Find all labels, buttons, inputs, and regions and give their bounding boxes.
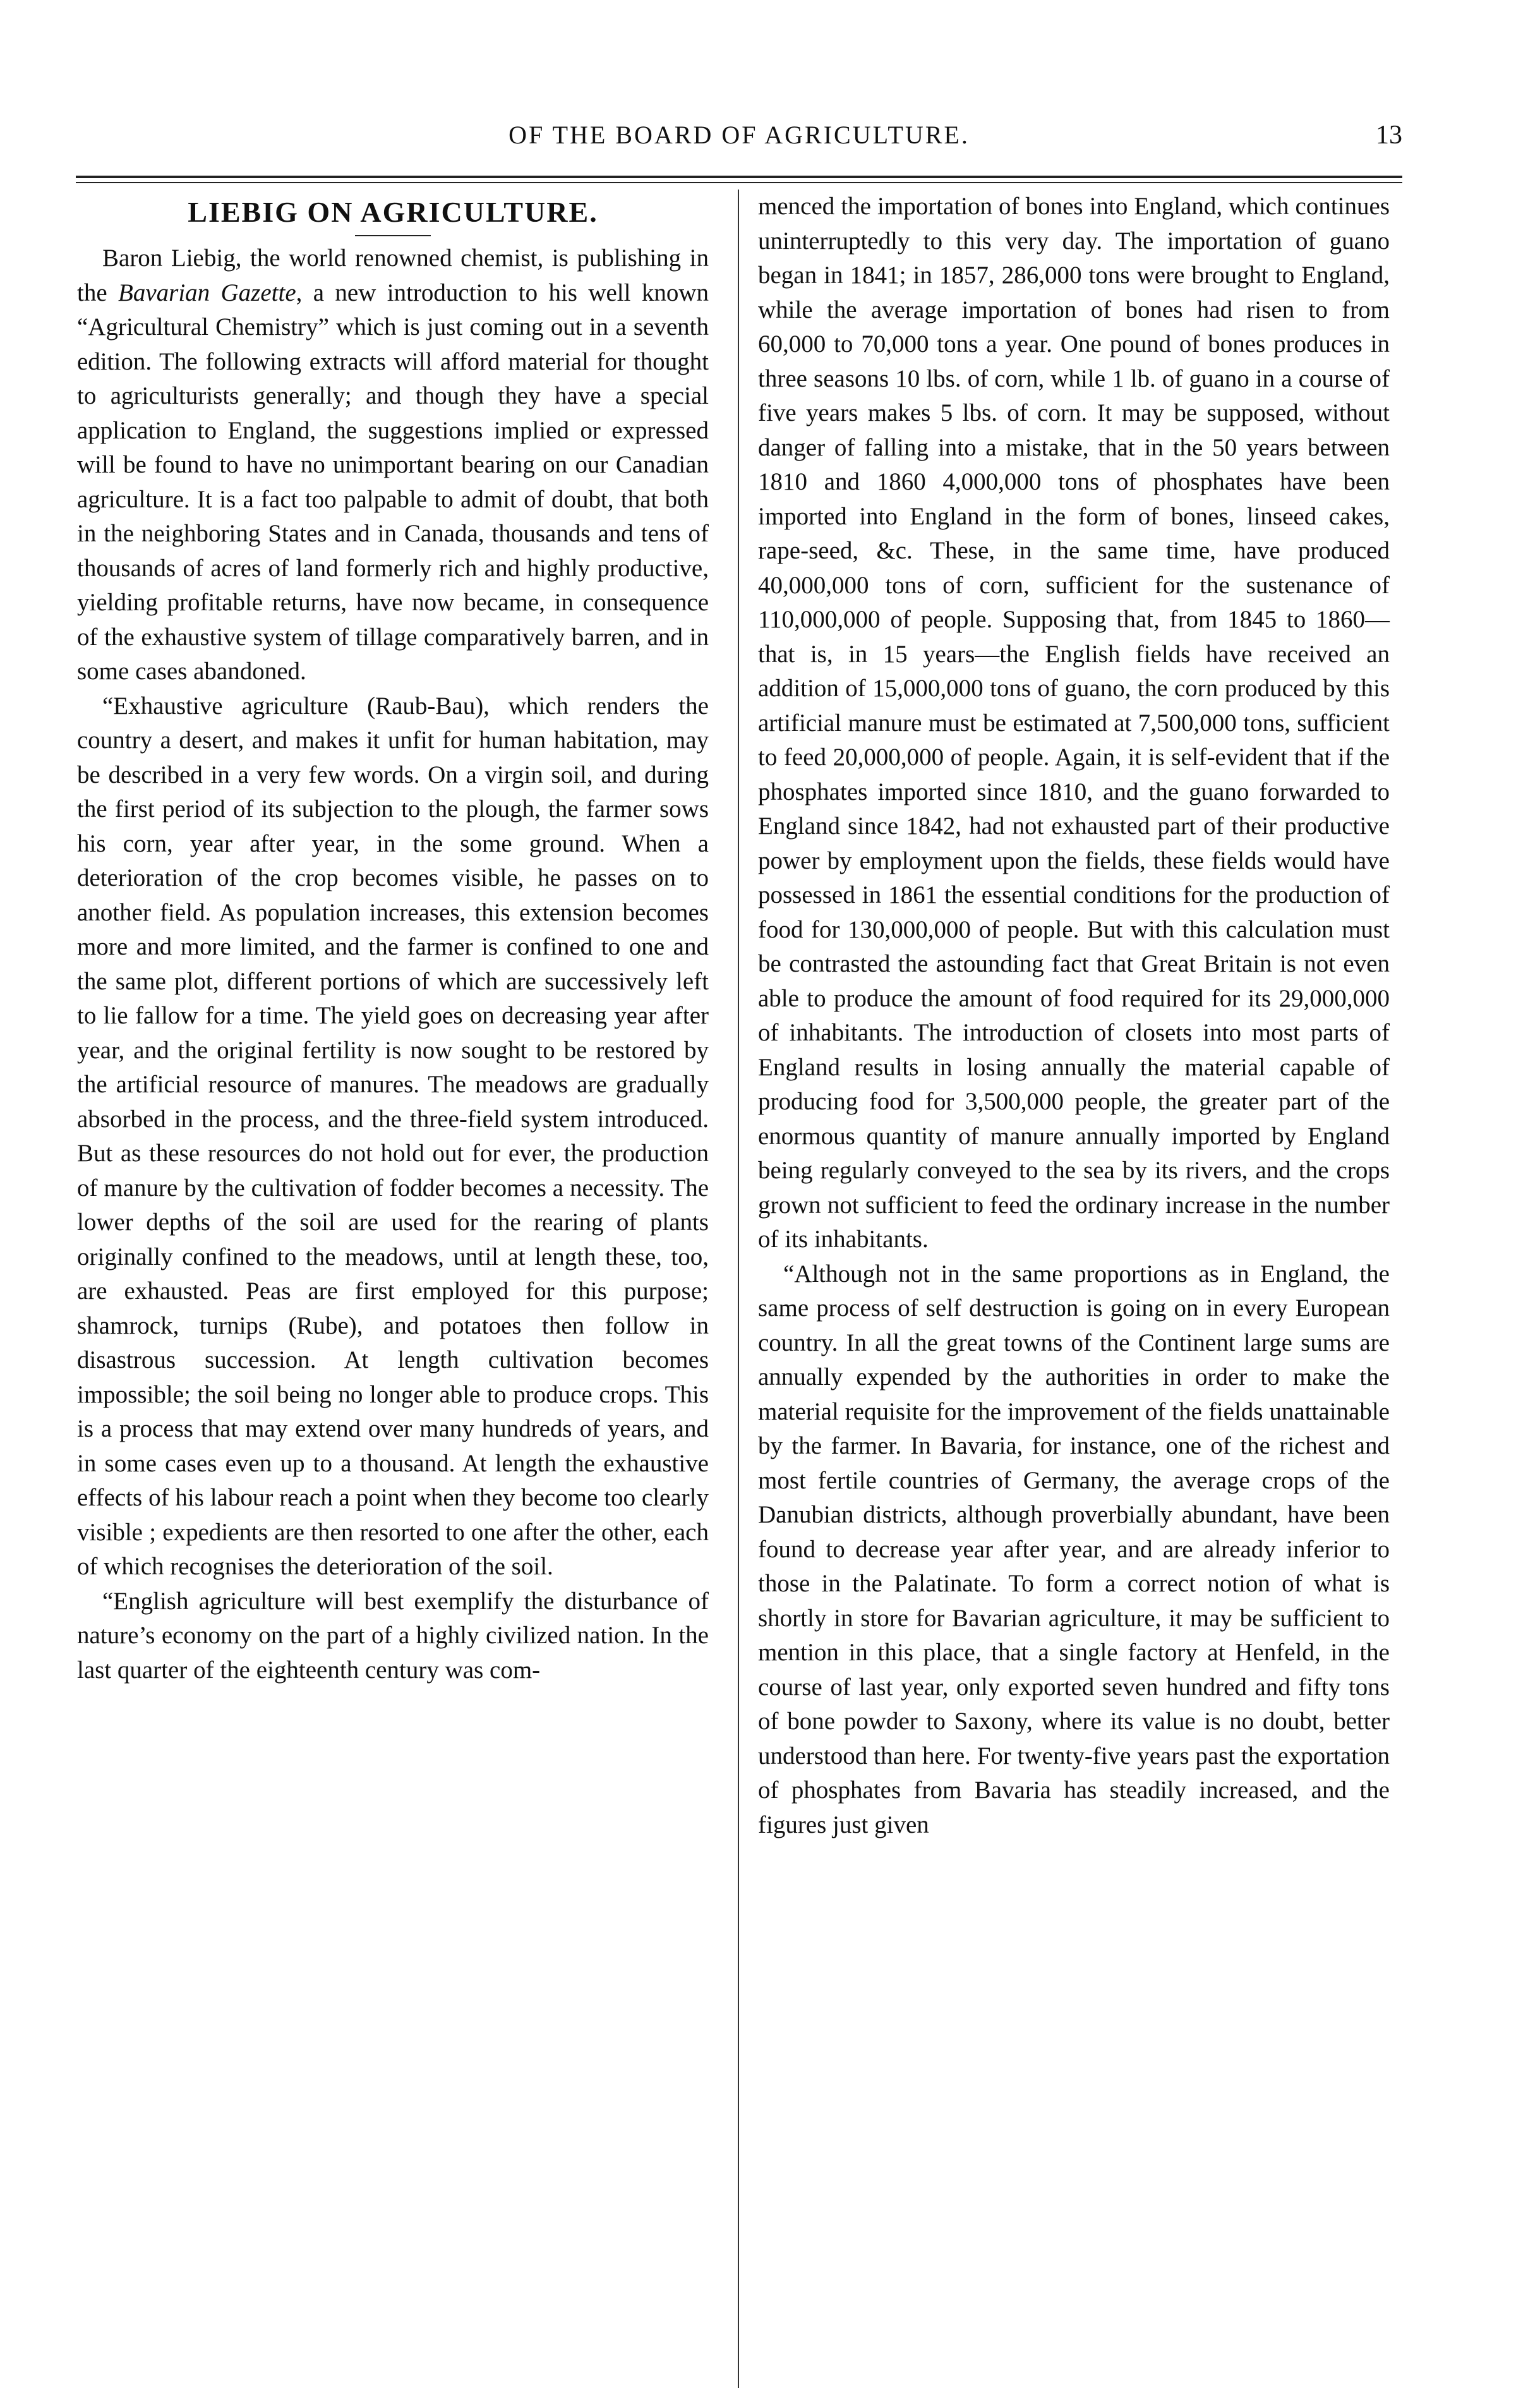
header-rule-thin [76,182,1402,183]
paragraph-text: , a new introduction to his well known “Agricultural Chemistry” which is just coming out in a seventh edition. The following extracts will afford material for thought to agriculturists generally; and though they have a special application to England, the suggestions implied or expressed will be found to have no unimportant bearing on our Canadian agriculture. It is a fact too palpable to admit of doubt, that both in the neighboring States and in Canada, thousands and tens of thousands of acres of land formerly rich and highly productive, yielding profitable returns, have now became, in consequence of the exhaustive system of tillage comparatively barren, and in some cases abandoned. [77,279,709,685]
title-rule [355,235,431,236]
page-number: 13 [1376,121,1402,150]
publication-name: Bavarian Gazette [118,279,296,306]
paragraph-text: Baron Liebig, the world renowned chemist, is publishing in the [77,244,709,306]
right-column [758,190,1390,1842]
paragraph: menced the importation of bones into England, which continues uninterruptedly to this very day. The importation of guano began in 1841; in 1857, 286,000 tons were brought to England, while the average importation of bones had risen to from 60,000 to 70,000 tons a year. One pound of bones produces in three seasons 10 lbs. of corn, while 1 lb. of guano in a course of five years makes 5 lbs. of corn. It may be supposed, without danger of falling into a mistake, that in the 50 years between 1810 and 1860 4,000,000 tons of phosphates have been imported into England in the form of bones, linseed cakes, rape-seed, &c. These, in the same time, have produced 40,000,000 tons of corn, sufficient for the sustenance of 110,000,000 of people. Supposing that, from 1845 to 1860—that is, in 15 years—the English fields have received an addition of 15,000,000 tons of guano, the corn produced by this artificial manure must be estimated at 7,500,000 tons, sufficient to feed 20,000,000 of people. Again, it is self-evident that if the phosphates imported since 1810, and the guano forwarded to England since 1842, had not exhausted part of their productive power by employment upon the fields, these fields would have possessed in 1861 the essential conditions for the production of food for 130,000,000 of people. But with this calculation must be contrasted the astounding fact that Great Britain is not even able to produce the amount of food required for its 29,000,000 of inhabitants. The introduction of closets into most parts of England results in losing annually the material capable of producing food for 3,500,000 people, the greater part of the enormous quantity of manure annually imported by England being regularly conveyed to the sea by its rivers, and the crops grown not sufficient to feed the ordinary increase in the number of its inhabitants. [758,193,1390,1253]
left-column [77,190,709,1687]
running-title: OF THE BOARD OF AGRICULTURE. [508,121,970,149]
column-divider [738,190,739,2388]
header-rule [76,176,1402,178]
article-title: LIEBIG ON AGRICULTURE. [188,196,598,228]
paragraph [77,241,709,689]
paragraph: “Although not in the same proportions as in England, the same process of self destruction is going on in every European country. In all the great towns of the Continent large sums are annually expended by the authorities in order to make the material requisite for the improvement of the fields unattainable by the farmer. In Bavaria, for instance, one of the richest and most fertile countries of Germany, the average crops of the Danubian districts, although proverbially abundant, have been found to decrease year after year, and are already inferior to those in the Palatinate. To form a correct notion of what is shortly in store for Bavarian agriculture, it may be sufficient to mention in this place, that a single factory at Henfeld, in the course of last year, only exported seven hundred and fifty tons of bone powder to Saxony, where its value is no doubt, better understood than here. For twenty-five years past the exportation of phosphates from Bavaria has steadily increased, and the figures just given [758,1260,1390,1838]
paragraph: “English agriculture will best exemplify the disturbance of nature’s economy on the part of a highly civilized nation. In the last quarter of the eighteenth century was com- [77,1587,709,1684]
running-header [76,120,1402,158]
paragraph: “Exhaustive agriculture (Raub-Bau), which renders the country a desert, and makes it unfit for human habitation, may be described in a very few words. On a virgin soil, and during the first period of its subjection to the plough, the farmer sows his corn, year after year, in the some ground. When a deterioration of the crop becomes visible, he passes on to another field. As population increases, this extension becomes more and more limited, and the farmer is confined to one and the same plot, different portions of which are successively left to lie fallow for a time. The yield goes on decreasing year after year, and the original fertility is now sought to be restored by the artificial resource of manures. The meadows are gradually absorbed in the process, and the three-field system introduced. But as these resources do not hold out for ever, the production of manure by the cultivation of fodder becomes a necessity. The lower depths of the soil are used for the rearing of plants originally confined to the meadows, until at length these, too, are exhausted. Peas are first employed for this purpose; shamrock, turnips (Rube), and potatoes then follow in disastrous succession. At length cultivation becomes impossible; the soil being no longer able to produce crops. This is a process that may extend over many hundreds of years, and in some cases even up to a thousand. At length the exhaustive effects of his labour reach a point when they become too clearly visible ; expedients are then resorted to one after the other, each of which recognises the deterioration of the soil. [77,692,709,1580]
